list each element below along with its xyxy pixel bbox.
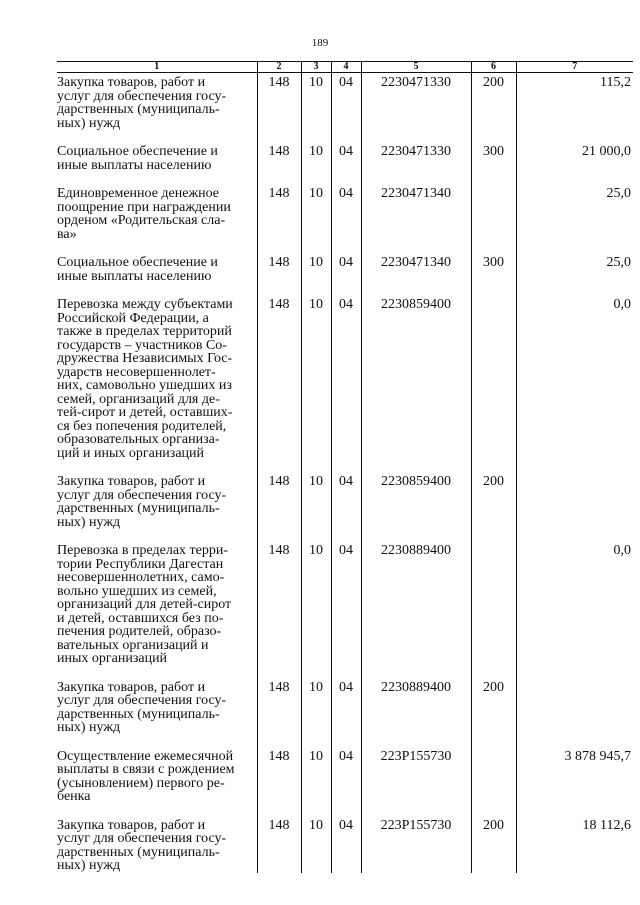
cell-item-name <box>57 73 257 143</box>
cell-ministry-code: 148 <box>257 142 301 184</box>
item-name-line: дарственных (муниципаль- <box>57 102 220 117</box>
item-name-line: ных) нужд <box>57 858 121 873</box>
cell-ministry-code: 148 <box>257 184 301 253</box>
cell-item-name <box>57 816 257 873</box>
item-name-line: ных) нужд <box>57 720 121 735</box>
cell-section: 10 <box>301 253 331 295</box>
cell-amount: 0,0 <box>516 295 633 472</box>
cell-item-name <box>57 472 257 541</box>
item-name-line: государств – участников Со- <box>57 337 227 353</box>
item-name-line: также в пределах территорий <box>57 324 232 339</box>
cell-item-name <box>57 295 257 472</box>
item-name-line: вольно ушедших из семей, <box>57 583 217 599</box>
column-header: 1 <box>57 62 257 73</box>
item-name-line: Российской Федерации, а <box>57 310 209 326</box>
cell-item-name <box>57 541 257 678</box>
cell-ministry-code: 148 <box>257 472 301 541</box>
cell-ministry-code: 148 <box>257 253 301 295</box>
cell-subsection: 04 <box>331 184 361 253</box>
item-name-line: ся без попечения родителей, <box>57 418 227 434</box>
cell-subsection: 04 <box>331 678 361 747</box>
cell-subsection: 04 <box>331 472 361 541</box>
cell-target-article: 2230889400 <box>361 541 471 678</box>
cell-section: 10 <box>301 678 331 747</box>
cell-target-article: 2230889400 <box>361 678 471 747</box>
item-name-line: Закупка товаров, работ и <box>57 817 206 833</box>
cell-target-article: 2230471340 <box>361 184 471 253</box>
cell-section: 10 <box>301 295 331 472</box>
cell-amount <box>516 678 633 747</box>
cell-section: 10 <box>301 747 331 816</box>
item-name-line: Закупка товаров, работ и <box>57 75 206 90</box>
page-number: 189 <box>311 37 329 49</box>
cell-expense-type: 200 <box>471 816 516 873</box>
item-name-line: услуг для обеспечения госу- <box>57 831 227 846</box>
cell-section: 10 <box>301 541 331 678</box>
cell-expense-type: 300 <box>471 142 516 184</box>
item-name-line: иные выплаты населению <box>57 157 212 173</box>
cell-amount: 0,0 <box>516 541 633 678</box>
cell-expense-type <box>471 747 516 816</box>
budget-table-container <box>57 61 633 873</box>
cell-amount <box>516 472 633 541</box>
column-header: 3 <box>301 62 331 73</box>
cell-item-name <box>57 142 257 184</box>
cell-section: 10 <box>301 472 331 541</box>
column-header: 7 <box>516 62 633 73</box>
table-row <box>57 541 633 678</box>
cell-amount: 18 112,6 <box>516 816 633 873</box>
cell-expense-type: 300 <box>471 253 516 295</box>
cell-section: 10 <box>301 184 331 253</box>
cell-target-article: 2230859400 <box>361 472 471 541</box>
cell-subsection: 04 <box>331 73 361 143</box>
table-row <box>57 142 633 184</box>
cell-subsection: 04 <box>331 747 361 816</box>
cell-section: 10 <box>301 73 331 143</box>
item-name-line: услуг для обеспечения госу- <box>57 693 227 708</box>
item-name-line: дружества Независимых Гос- <box>57 351 233 366</box>
item-name-line: них, самовольно ушедших из <box>57 378 232 393</box>
item-name-line: ва» <box>57 226 77 242</box>
item-name-line: поощрение при награждении <box>57 199 231 215</box>
cell-expense-type: 200 <box>471 472 516 541</box>
item-name-line: бенка <box>57 789 91 804</box>
cell-subsection: 04 <box>331 295 361 472</box>
item-name-line: ных) нужд <box>57 115 121 131</box>
item-name-line: несовершеннолетних, само- <box>57 570 225 585</box>
cell-subsection: 04 <box>331 142 361 184</box>
item-name-line: иных организаций <box>57 651 168 666</box>
item-name-line: Осуществление ежемесячной <box>57 748 234 764</box>
table-row <box>57 184 633 253</box>
table-body <box>57 73 633 873</box>
cell-subsection: 04 <box>331 816 361 873</box>
item-name-line: образовательных организа- <box>57 432 220 447</box>
item-name-line: Социальное обеспечение и <box>57 255 218 270</box>
cell-amount: 25,0 <box>516 184 633 253</box>
item-name-line: Социальное обеспечение и <box>57 144 218 159</box>
item-name-line: организаций для детей-сирот <box>57 597 232 612</box>
item-name-line: печения родителей, образо- <box>57 624 222 639</box>
cell-amount: 21 000,0 <box>516 142 633 184</box>
cell-ministry-code: 148 <box>257 73 301 143</box>
item-name-line: услуг для обеспечения госу- <box>57 487 227 503</box>
cell-ministry-code: 148 <box>257 541 301 678</box>
cell-ministry-code: 148 <box>257 816 301 873</box>
table-row <box>57 73 633 143</box>
cell-section: 10 <box>301 816 331 873</box>
item-name-line: ударств несовершеннолет- <box>57 364 216 380</box>
cell-expense-type: 200 <box>471 678 516 747</box>
item-name-line: ных) нужд <box>57 514 121 530</box>
cell-ministry-code: 148 <box>257 295 301 472</box>
cell-section: 10 <box>301 142 331 184</box>
item-name-line: дарственных (муниципаль- <box>57 501 220 516</box>
item-name-line: (усыновлением) первого ре- <box>57 775 225 791</box>
table-row <box>57 253 633 295</box>
cell-target-article: 2230471340 <box>361 253 471 295</box>
budget-table <box>57 61 633 873</box>
table-header-row <box>57 62 633 73</box>
cell-item-name <box>57 253 257 295</box>
cell-subsection: 04 <box>331 253 361 295</box>
cell-expense-type <box>471 541 516 678</box>
item-name-line: выплаты в связи с рождением <box>57 762 235 777</box>
cell-target-article: 2230859400 <box>361 295 471 472</box>
table-row <box>57 747 633 816</box>
item-name-line: услуг для обеспечения госу- <box>57 88 227 104</box>
item-name-line: Перевозка между субъектами <box>57 297 233 312</box>
item-name-line: тории Республики Дагестан <box>57 556 224 572</box>
table-row <box>57 295 633 472</box>
cell-target-article: 2230471330 <box>361 142 471 184</box>
cell-item-name <box>57 747 257 816</box>
cell-ministry-code: 148 <box>257 678 301 747</box>
item-name-line: и детей, оставшихся без по- <box>57 610 224 626</box>
cell-amount: 115,2 <box>516 73 633 143</box>
cell-subsection: 04 <box>331 541 361 678</box>
item-name-line: орденом «Родительская сла- <box>57 213 226 228</box>
column-header: 2 <box>257 62 301 73</box>
item-name-line: Перевозка в пределах терри- <box>57 543 229 558</box>
table-row <box>57 472 633 541</box>
cell-target-article: 223P155730 <box>361 816 471 873</box>
cell-expense-type <box>471 184 516 253</box>
cell-ministry-code: 148 <box>257 747 301 816</box>
table-row <box>57 678 633 747</box>
item-name-line: иные выплаты населению <box>57 268 212 284</box>
item-name-line: ций и иных организаций <box>57 445 205 461</box>
cell-item-name <box>57 184 257 253</box>
item-name-line: Закупка товаров, работ и <box>57 679 206 695</box>
item-name-line: вательных организаций и <box>57 637 209 653</box>
column-header: 5 <box>361 62 471 73</box>
column-header: 4 <box>331 62 361 73</box>
cell-expense-type <box>471 295 516 472</box>
table-row <box>57 816 633 873</box>
cell-item-name <box>57 678 257 747</box>
item-name-line: дарственных (муниципаль- <box>57 706 220 722</box>
cell-expense-type: 200 <box>471 73 516 143</box>
item-name-line: тей-сирот и детей, оставших- <box>57 405 233 420</box>
cell-amount: 25,0 <box>516 253 633 295</box>
cell-amount: 3 878 945,7 <box>516 747 633 816</box>
item-name-line: Единовременное денежное <box>57 186 220 201</box>
cell-target-article: 223P155730 <box>361 747 471 816</box>
item-name-line: семей, организаций для де- <box>57 391 220 407</box>
item-name-line: дарственных (муниципаль- <box>57 844 220 860</box>
item-name-line: Закупка товаров, работ и <box>57 474 206 489</box>
cell-target-article: 2230471330 <box>361 73 471 143</box>
column-header: 6 <box>471 62 516 73</box>
